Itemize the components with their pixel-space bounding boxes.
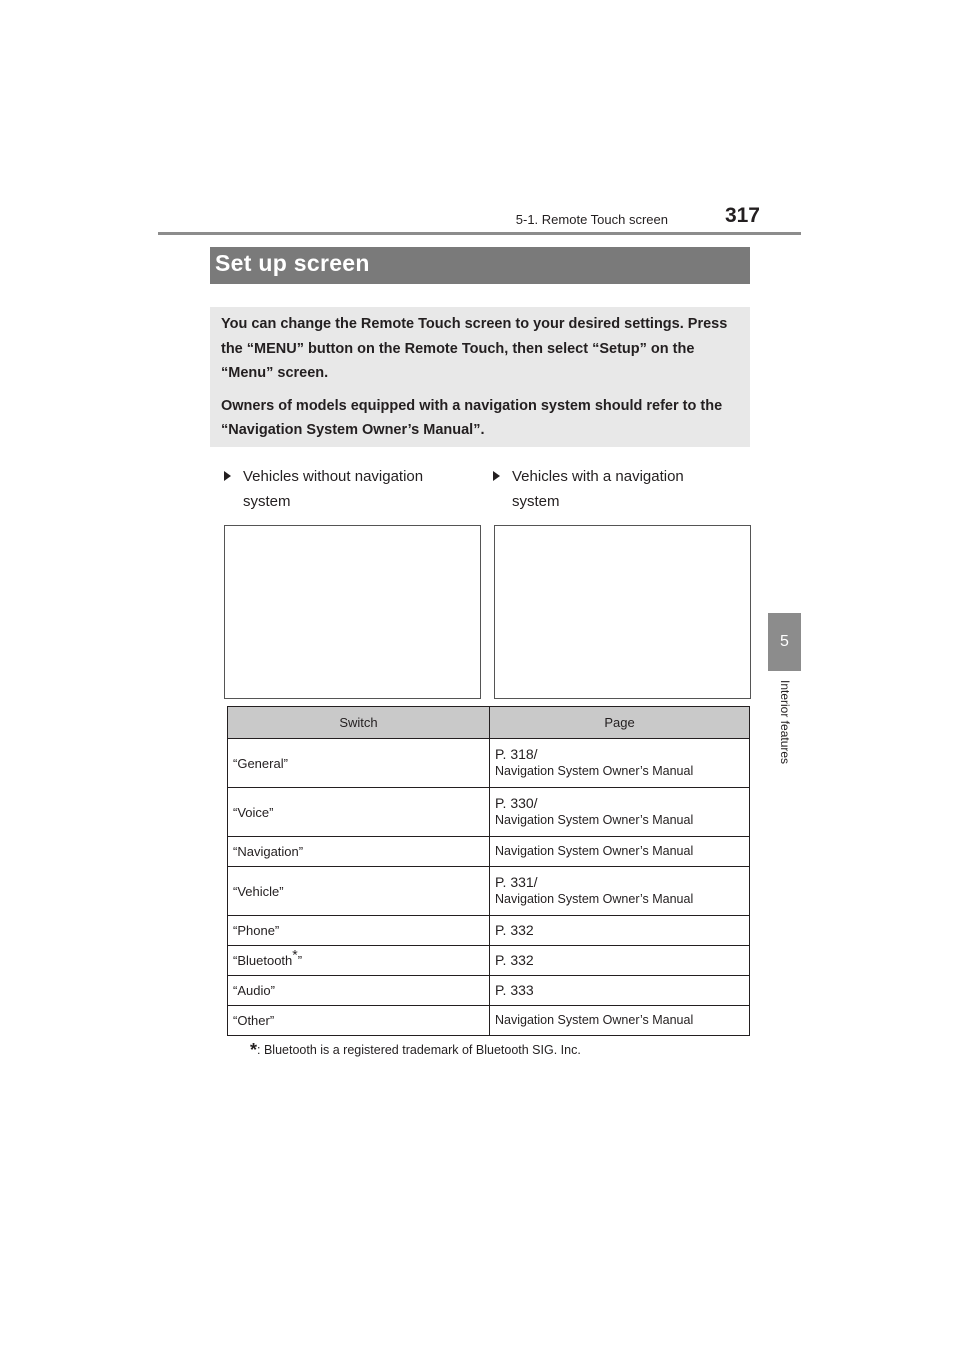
page-cell bbox=[490, 946, 750, 976]
column-header-page: Page bbox=[490, 707, 750, 739]
switch-cell: “Voice” bbox=[228, 788, 490, 837]
section-title-bar bbox=[210, 247, 750, 284]
page-header bbox=[450, 204, 760, 234]
page-cell bbox=[490, 739, 750, 788]
table-row bbox=[228, 788, 750, 837]
page-ref: P. 332 bbox=[495, 952, 534, 968]
triangle-bullet-icon bbox=[493, 471, 500, 481]
page-cell bbox=[490, 1006, 750, 1036]
label-with-navigation bbox=[512, 464, 732, 514]
page-ref: P. 331/ bbox=[495, 874, 538, 890]
switch-cell bbox=[228, 946, 490, 976]
switch-cell-text: “Bluetooth bbox=[233, 953, 293, 968]
page-cell bbox=[490, 837, 750, 867]
page-cell bbox=[490, 867, 750, 916]
page-ref-sub: Navigation System Owner’s Manual bbox=[495, 892, 694, 906]
switch-cell: “Vehicle” bbox=[228, 867, 490, 916]
chapter-label: Interior features bbox=[778, 680, 792, 765]
page-ref: P. 332 bbox=[495, 922, 534, 938]
table-row bbox=[228, 739, 750, 788]
page-cell bbox=[490, 976, 750, 1006]
intro-paragraph-2: Owners of models equipped with a navigation system should refer to the “Navigation System Owner’s Manual”. bbox=[221, 397, 723, 438]
intro-box bbox=[210, 307, 750, 447]
table-row bbox=[228, 946, 750, 976]
label-with-navigation-text: Vehicles with a navigation system bbox=[512, 468, 684, 510]
screen-image-without-navigation bbox=[224, 525, 481, 699]
page-ref: P. 330/ bbox=[495, 795, 538, 811]
page-cell bbox=[490, 788, 750, 837]
chapter-number: 5 bbox=[780, 633, 789, 650]
table-row bbox=[228, 867, 750, 916]
table-row bbox=[228, 916, 750, 946]
intro-paragraph-1: You can change the Remote Touch screen to your desired settings. Press the “MENU” button on the Remote Touch, then select “Setup” on the “Menu” screen. bbox=[221, 316, 728, 381]
footnote-marker: * bbox=[292, 946, 298, 963]
footnote-star: * bbox=[250, 1040, 258, 1060]
switch-cell: “Other” bbox=[228, 1006, 490, 1036]
chapter-tab bbox=[768, 613, 801, 671]
label-without-navigation bbox=[243, 464, 463, 514]
table-row bbox=[228, 1006, 750, 1036]
switch-cell: “Audio” bbox=[228, 976, 490, 1006]
header-rule bbox=[158, 232, 801, 235]
page-cell bbox=[490, 916, 750, 946]
page-ref: Navigation System Owner’s Manual bbox=[495, 844, 694, 858]
section-title: Set up screen bbox=[215, 250, 370, 276]
table-header-row bbox=[228, 707, 750, 739]
header-section-title: 5-1. Remote Touch screen bbox=[515, 212, 668, 227]
screen-image-with-navigation bbox=[494, 525, 751, 699]
switch-cell-closing-quote: ” bbox=[297, 953, 303, 968]
switch-cell: “General” bbox=[228, 739, 490, 788]
switch-cell: “Navigation” bbox=[228, 837, 490, 867]
page-ref: P. 318/ bbox=[495, 746, 538, 762]
footnote-text: : Bluetooth is a registered trademark of Bluetooth SIG. Inc. bbox=[257, 1043, 581, 1057]
page-ref-sub: Navigation System Owner’s Manual bbox=[495, 764, 694, 778]
switch-cell: “Phone” bbox=[228, 916, 490, 946]
table-row bbox=[228, 976, 750, 1006]
footnote bbox=[250, 1040, 581, 1061]
label-without-navigation-text: Vehicles without navigation system bbox=[243, 468, 424, 510]
page-ref: Navigation System Owner’s Manual bbox=[495, 1013, 694, 1027]
page-number: 317 bbox=[724, 204, 760, 227]
triangle-bullet-icon bbox=[224, 471, 231, 481]
page-ref: P. 333 bbox=[495, 982, 534, 998]
page-ref-sub: Navigation System Owner’s Manual bbox=[495, 813, 694, 827]
switch-page-table bbox=[227, 706, 750, 1036]
column-header-switch: Switch bbox=[228, 707, 490, 739]
table-row bbox=[228, 837, 750, 867]
